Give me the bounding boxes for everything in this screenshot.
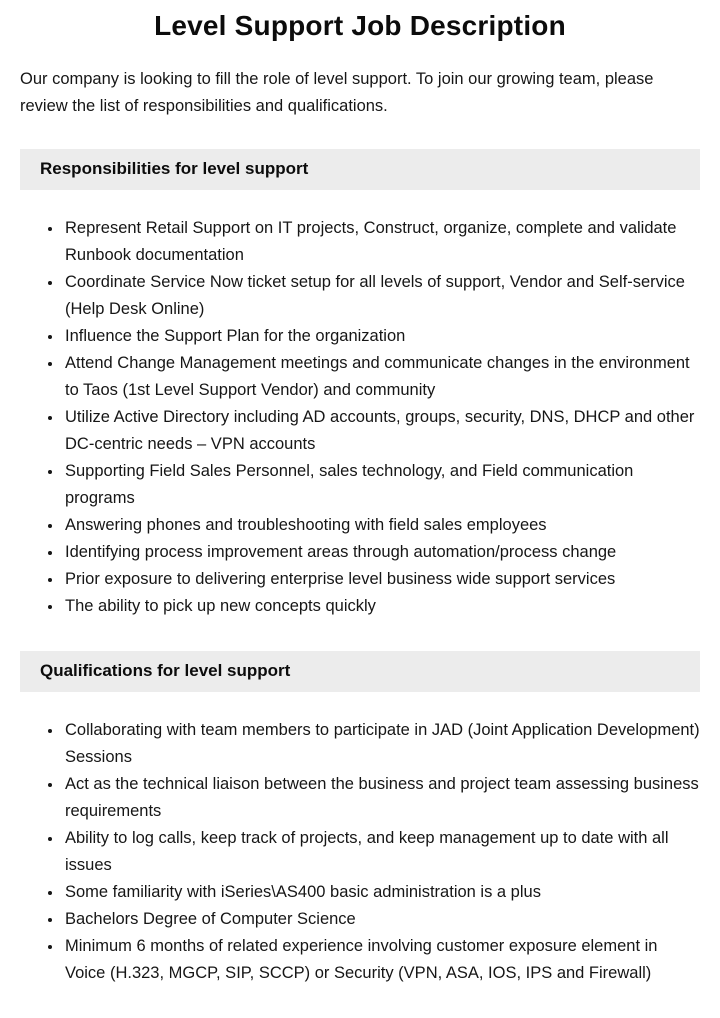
list-item: • Ability to log calls, keep track of projects, and keep management up to date with all issues	[63, 825, 700, 879]
list-item: • Identifying process improvement areas through automation/process change	[63, 539, 700, 566]
list-item: • Act as the technical liaison between the business and project team assessing business requirements	[63, 771, 700, 825]
list-item: • Coordinate Service Now ticket setup for all levels of support, Vendor and Self-service (Help Desk Online)	[63, 269, 700, 323]
list-item: • Collaborating with team members to participate in JAD (Joint Application Development) Sessions	[63, 717, 700, 771]
list-item: • Answering phones and troubleshooting with field sales employees	[63, 512, 700, 539]
page-title: Level Support Job Description	[154, 10, 566, 41]
list-item: • Supporting Field Sales Personnel, sales technology, and Field communication programs	[63, 458, 700, 512]
list-item: • Represent Retail Support on IT projects, Construct, organize, complete and validate Runbook documentation	[63, 215, 700, 269]
list-item: • Minimum 6 months of related experience involving customer exposure element in Voice (H.323, MGCP, SIP, SCCP) or Security (VPN, ASA, IOS, IPS and Firewall)	[63, 933, 700, 987]
responsibilities-heading: Responsibilities for level support	[20, 149, 700, 190]
list-item: • The ability to pick up new concepts quickly	[63, 593, 700, 620]
list-item: • Some familiarity with iSeries\AS400 basic administration is a plus	[63, 879, 700, 906]
list-item: • Utilize Active Directory including AD accounts, groups, security, DNS, DHCP and other DC-centric needs – VPN accounts	[63, 404, 700, 458]
qualifications-heading: Qualifications for level support	[20, 651, 700, 692]
list-item: • Bachelors Degree of Computer Science	[63, 906, 700, 933]
qualifications-section	[20, 651, 700, 987]
list-item: • Attend Change Management meetings and communicate changes in the environment to Taos (1st Level Support Vendor) and community	[63, 350, 700, 404]
intro-paragraph: Our company is looking to fill the role of level support. To join our growing team, please review the list of responsibilities and qualifications.	[20, 70, 654, 115]
list-item: • Influence the Support Plan for the organization	[63, 323, 700, 350]
responsibilities-section	[20, 149, 700, 620]
qualifications-list	[20, 717, 700, 987]
responsibilities-list	[20, 215, 700, 620]
list-item: • Prior exposure to delivering enterprise level business wide support services	[63, 566, 700, 593]
